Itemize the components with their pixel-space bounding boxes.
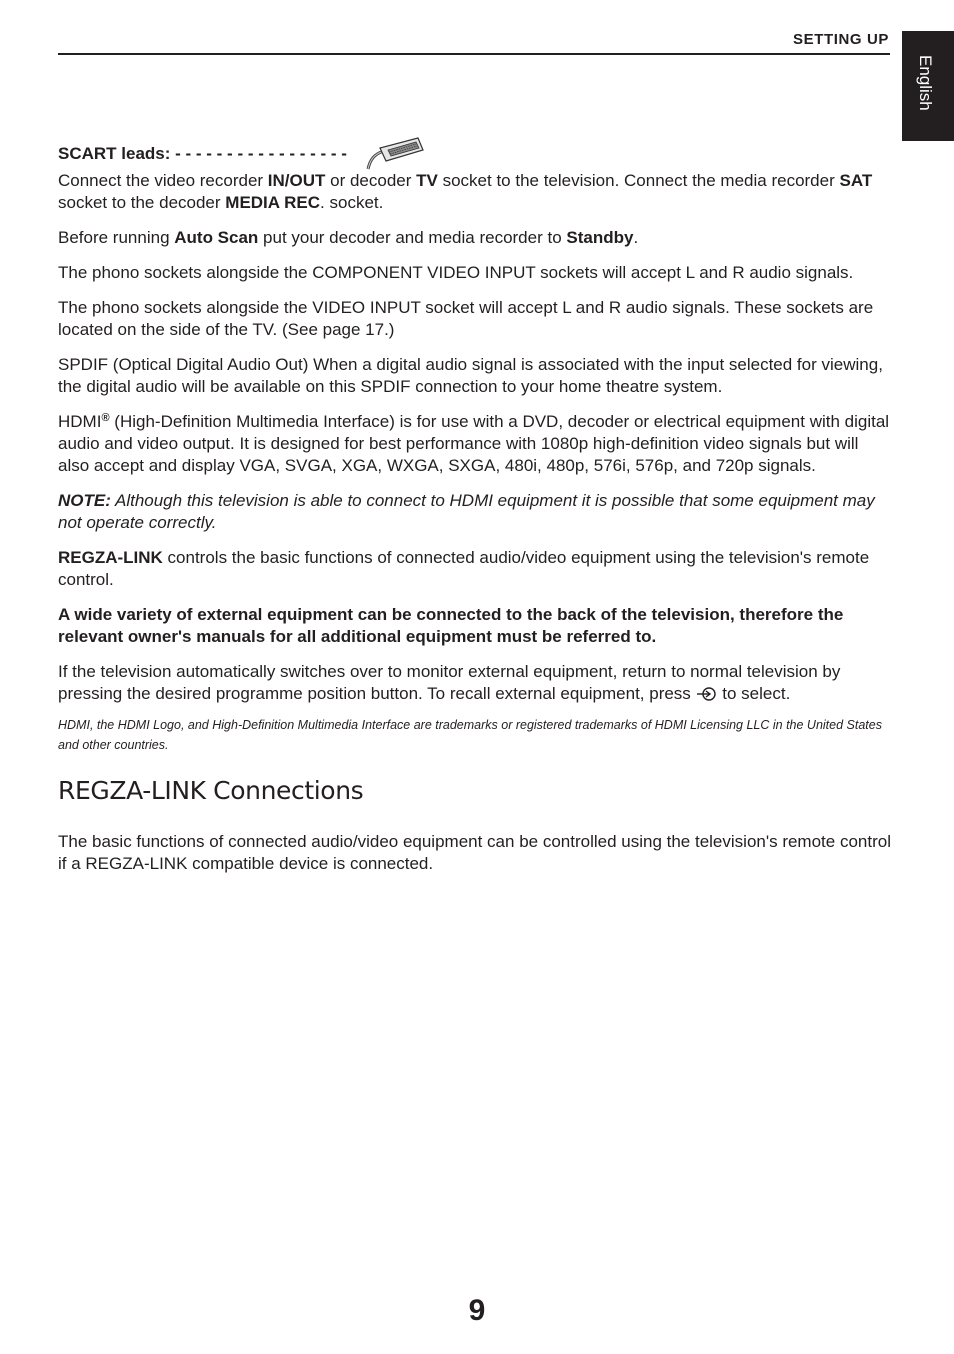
note-label: NOTE: — [58, 491, 111, 510]
paragraph-external-switch — [58, 661, 894, 705]
trademark-notice: HDMI, the HDMI Logo, and High-Definition Multimedia Interface are trademarks or registered trademarks of HDMI Licensing LLC in the United States and other countries. — [58, 718, 882, 752]
header-rule — [58, 53, 890, 55]
paragraph-video-phono: The phono sockets alongside the VIDEO INPUT socket will accept L and R audio signals. These sockets are located on the side of the TV. (See page 17.) — [58, 298, 874, 339]
text: . — [633, 228, 639, 247]
paragraph-equipment-warning: A wide variety of external equipment can be connected to the back of the television, therefore the relevant owner's manuals for all additional equipment must be referred to. — [58, 605, 844, 646]
language-tab-label: English — [916, 55, 935, 111]
note-text: Although this television is able to connect to HDMI equipment it is possible that some equipment may not operate correctly. — [58, 491, 875, 532]
scart-cable-icon — [366, 136, 426, 170]
text: to select. — [717, 684, 791, 703]
text: If the television automatically switches over to monitor external equipment, return to normal television by pressing the desired programme position button. To recall external equipment, press — [58, 662, 841, 703]
note-paragraph — [58, 490, 894, 534]
header-title: SETTING UP — [792, 31, 889, 48]
page-content — [58, 136, 894, 888]
text: socket to the decoder — [58, 193, 226, 212]
text: socket to the television. Connect the media recorder — [437, 171, 840, 190]
text: or decoder — [325, 171, 417, 190]
in-out-term: IN/OUT — [267, 171, 326, 190]
paragraph-hdmi — [58, 411, 894, 477]
sat-term: SAT — [839, 171, 873, 190]
section-body: The basic functions of connected audio/video equipment can be controlled using the television's remote control if a REGZA-LINK compatible device is connected. — [58, 832, 891, 873]
paragraph-component-phono: The phono sockets alongside the COMPONENT VIDEO INPUT sockets will accept L and R audio signals. — [58, 263, 854, 282]
text: (High-Definition Multimedia Interface) is for use with a DVD, decoder or electrical equipment with digital audio and video output. It is designed for best performance with 1080p high-definition video signals but will also accept and display VGA, SVGA, XGA, WXGA, SXGA, 480i, 480p, 576i, 576p, and 720p signals. — [58, 412, 890, 475]
text: controls the basic functions of connected audio/video equipment using the television's remote control. — [58, 548, 870, 589]
text: Before running — [58, 228, 175, 247]
regza-link-term: REGZA-LINK — [58, 548, 163, 567]
language-tab — [902, 31, 954, 141]
section-title: REGZA-LINK Connections — [58, 776, 364, 805]
media-rec-term: MEDIA REC — [225, 193, 321, 212]
page-number: 9 — [468, 1294, 486, 1327]
scart-leads-label: SCART leads: - - - - - - - - - - - - - - - - - — [58, 144, 347, 163]
tv-term: TV — [416, 171, 438, 190]
auto-scan-term: Auto Scan — [174, 228, 259, 247]
scart-leads-line — [58, 136, 894, 168]
paragraph-regza-link — [58, 547, 894, 591]
standby-term: Standby — [566, 228, 634, 247]
paragraph-spdif: SPDIF (Optical Digital Audio Out) When a digital audio signal is associated with the input selected for viewing, the digital audio will be available on this SPDIF connection to your home theatre system. — [58, 355, 883, 396]
paragraph-connect-recorder — [58, 170, 894, 214]
registered-mark: ® — [101, 412, 110, 424]
text: put your decoder and media recorder to — [258, 228, 567, 247]
input-select-icon — [696, 686, 718, 702]
paragraph-auto-scan — [58, 227, 894, 249]
text: HDMI — [58, 412, 102, 431]
text: Connect the video recorder — [58, 171, 268, 190]
text: . socket. — [320, 193, 384, 212]
